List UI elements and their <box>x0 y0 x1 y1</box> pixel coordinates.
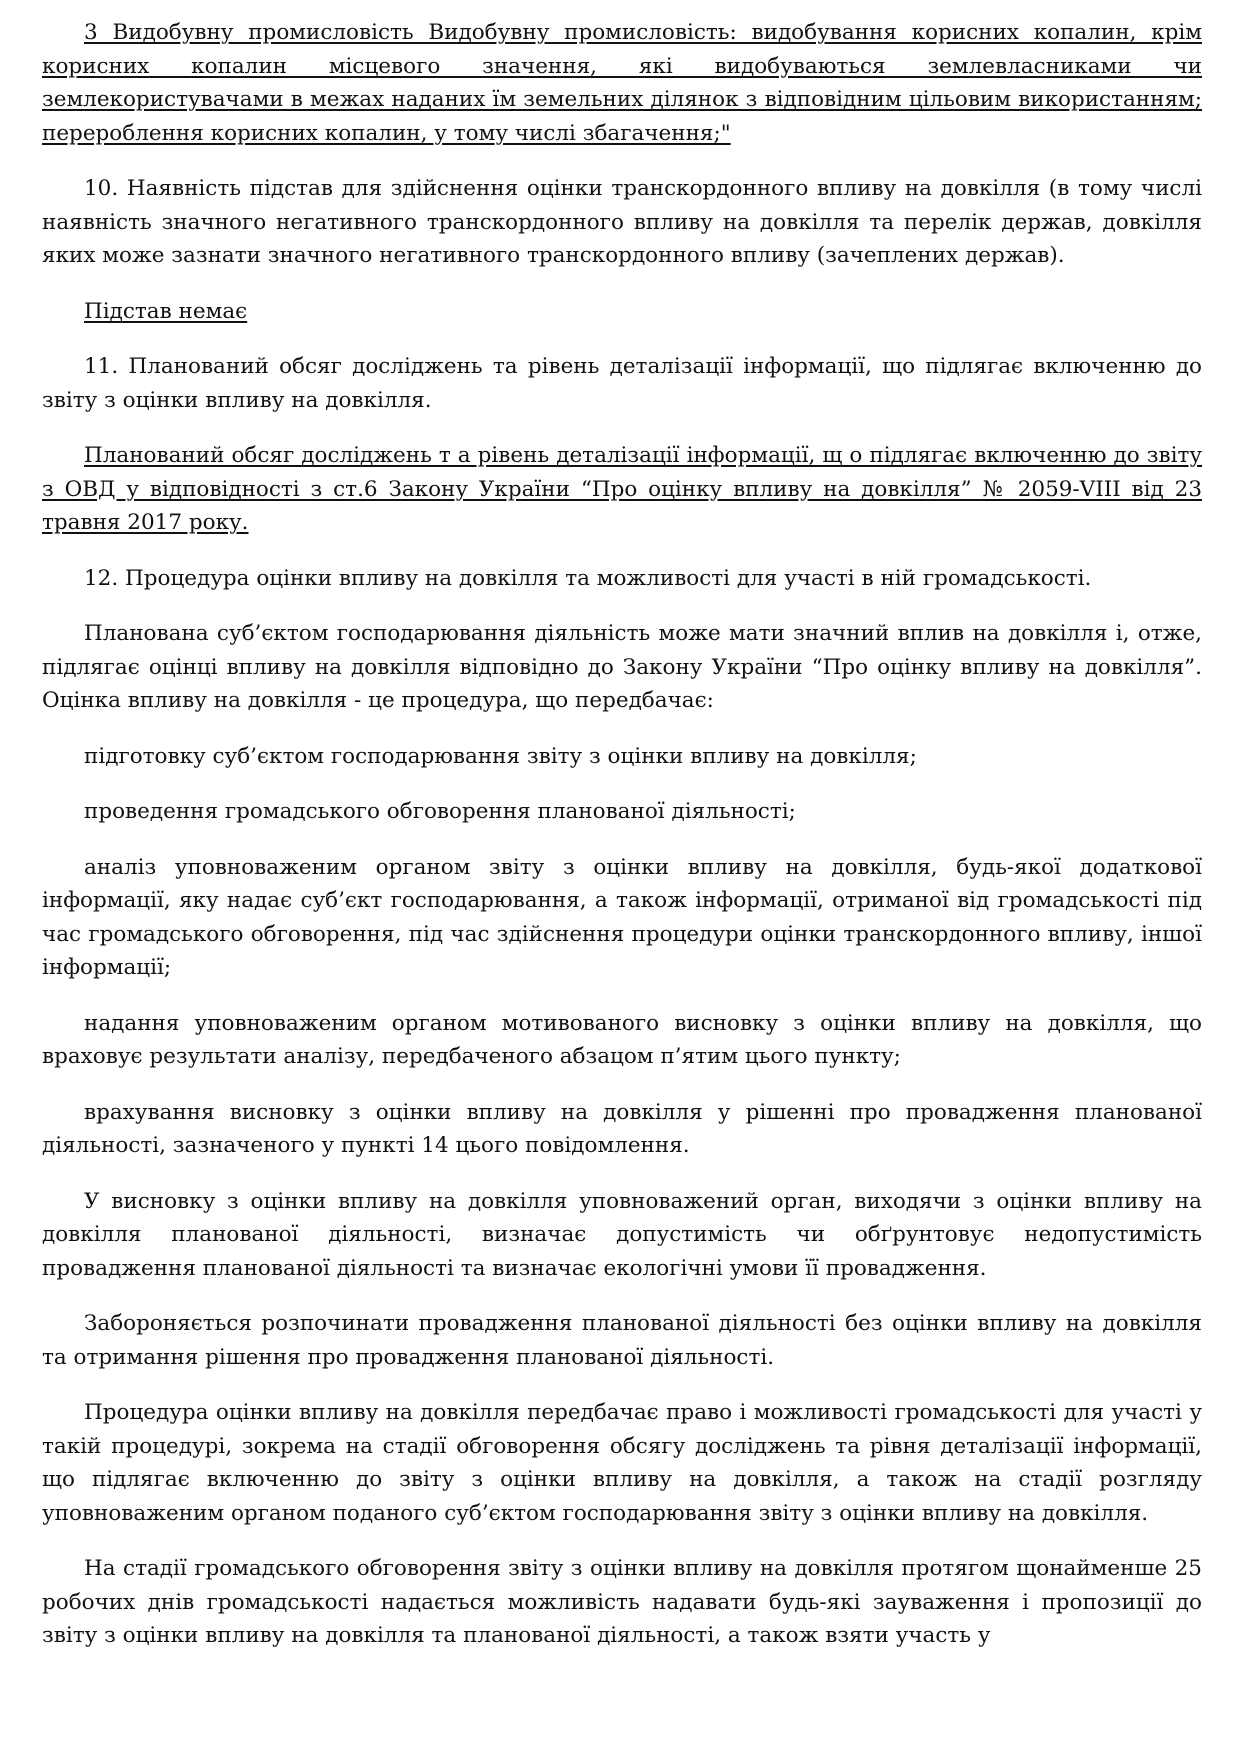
paragraph-procedure-intro: Планована суб’єктом господарювання діяльність може мати значний вплив на довкілля і, отже, підлягає оцінці впливу на довкілля відповідно до Закону України “Про оцінку впливу на довкілля”. Оцінка впливу на довкілля - це процедура, що передбачає: <box>42 621 1202 713</box>
paragraph-11-scope-of-research: 11. Планований обсяг досліджень та рівень деталізації інформації, що підлягає включенню до звіту з оцінки впливу на довкілля. <box>42 354 1202 413</box>
paragraph-conclusion-content: У висновку з оцінки впливу на довкілля уповноважений орган, виходячи з оцінки впливу на довкілля планованої діяльності, визначає допустимість чи обґрунтовує недопустимість провадження планованої діяльності та визначає екологічні умови її провадження. <box>42 1188 1202 1281</box>
document-page <box>42 16 1202 1675</box>
paragraph-procedure-step-decision: врахування висновку з оцінки впливу на довкілля у рішенні про провадження планованої діяльності, зазначеного у пункті 14 цього повідомлення. <box>42 1099 1202 1158</box>
paragraph-extraction-industry <box>42 16 1202 150</box>
paragraph-12-procedure-heading: 12. Процедура оцінки впливу на довкілля та можливості для участі в ній громадськості. <box>84 565 1092 591</box>
paragraph-procedure-step-public-discussion: проведення громадського обговорення планованої діяльності; <box>84 799 796 824</box>
paragraph-procedure-step-preparation: підготовку суб’єктом господарювання звіту з оцінки впливу на довкілля; <box>84 743 917 769</box>
paragraph-text: Підстав немає <box>84 298 248 324</box>
paragraph-procedure-step-analysis: аналіз уповноваженим органом звіту з оцінки впливу на довкілля, будь-якої додаткової інформації, яку надає суб’єкт господарювання, а також інформації, отриманої від громадськості під час громадського обговорення, під час здійснення процедури оцінки транскордонного впливу, іншої інформації; <box>42 854 1202 980</box>
paragraph-public-participation: Процедура оцінки впливу на довкілля передбачає право і можливості громадськості для участі у такій процедурі, зокрема на стадії обговорення обсягу досліджень та рівня деталізації інформації, що підлягає включенню до звіту з оцінки впливу на довкілля, а також на стадії розгляду уповноваженим органом поданого суб’єктом господарювання звіту з оцінки впливу на довкілля. <box>42 1400 1202 1526</box>
paragraph-10-transboundary-grounds: 10. Наявність підстав для здійснення оцінки транскордонного впливу на довкілля (в тому числі наявність значного негативного транскордонного впливу на довкілля та перелік держав, довкілля яких може зазнати значного негативного транскордонного впливу (зачеплених держав). <box>42 176 1202 268</box>
paragraph-procedure-step-conclusion: надання уповноваженим органом мотивованого висновку з оцінки впливу на довкілля, що враховує результати аналізу, передбаченого абзацом п’ятим цього пункту; <box>42 1010 1202 1069</box>
paragraph-text: Планований обсяг досліджень т а рівень деталізації інформації, щ о підлягає включенню до звіту з ОВД у відповідності з ст.6 Закону України “Про оцінку впливу на довкілля” № 2059-VIII від 23 травня 2017 року. <box>42 443 1202 535</box>
paragraph-text: 3 Видобувну промисловість Видобувну промисловість: видобування корисних копалин, крім корисних копалин місцевого значення, які видобуваються землевласниками чи землекористувачами в межах наданих їм земельних ділянок з відповідним цільовим використанням; перероблення корисних копалин, у тому числі збагачення;" <box>42 20 1202 146</box>
paragraph-planned-scope-answer <box>42 439 1202 540</box>
paragraph-prohibition: Забороняється розпочинати провадження планованої діяльності без оцінки впливу на довкілля та отримання рішення про провадження планованої діяльності. <box>42 1311 1202 1370</box>
paragraph-no-grounds <box>42 295 1202 329</box>
paragraph-public-discussion-stage: На стадії громадського обговорення звіту з оцінки впливу на довкілля протягом щонайменше 25 робочих днів громадськості надається можливість надавати будь-які зауваження і пропозиції до звіту з оцінки впливу на довкілля та планованої діяльності, а також взяти участь у <box>42 1556 1202 1648</box>
